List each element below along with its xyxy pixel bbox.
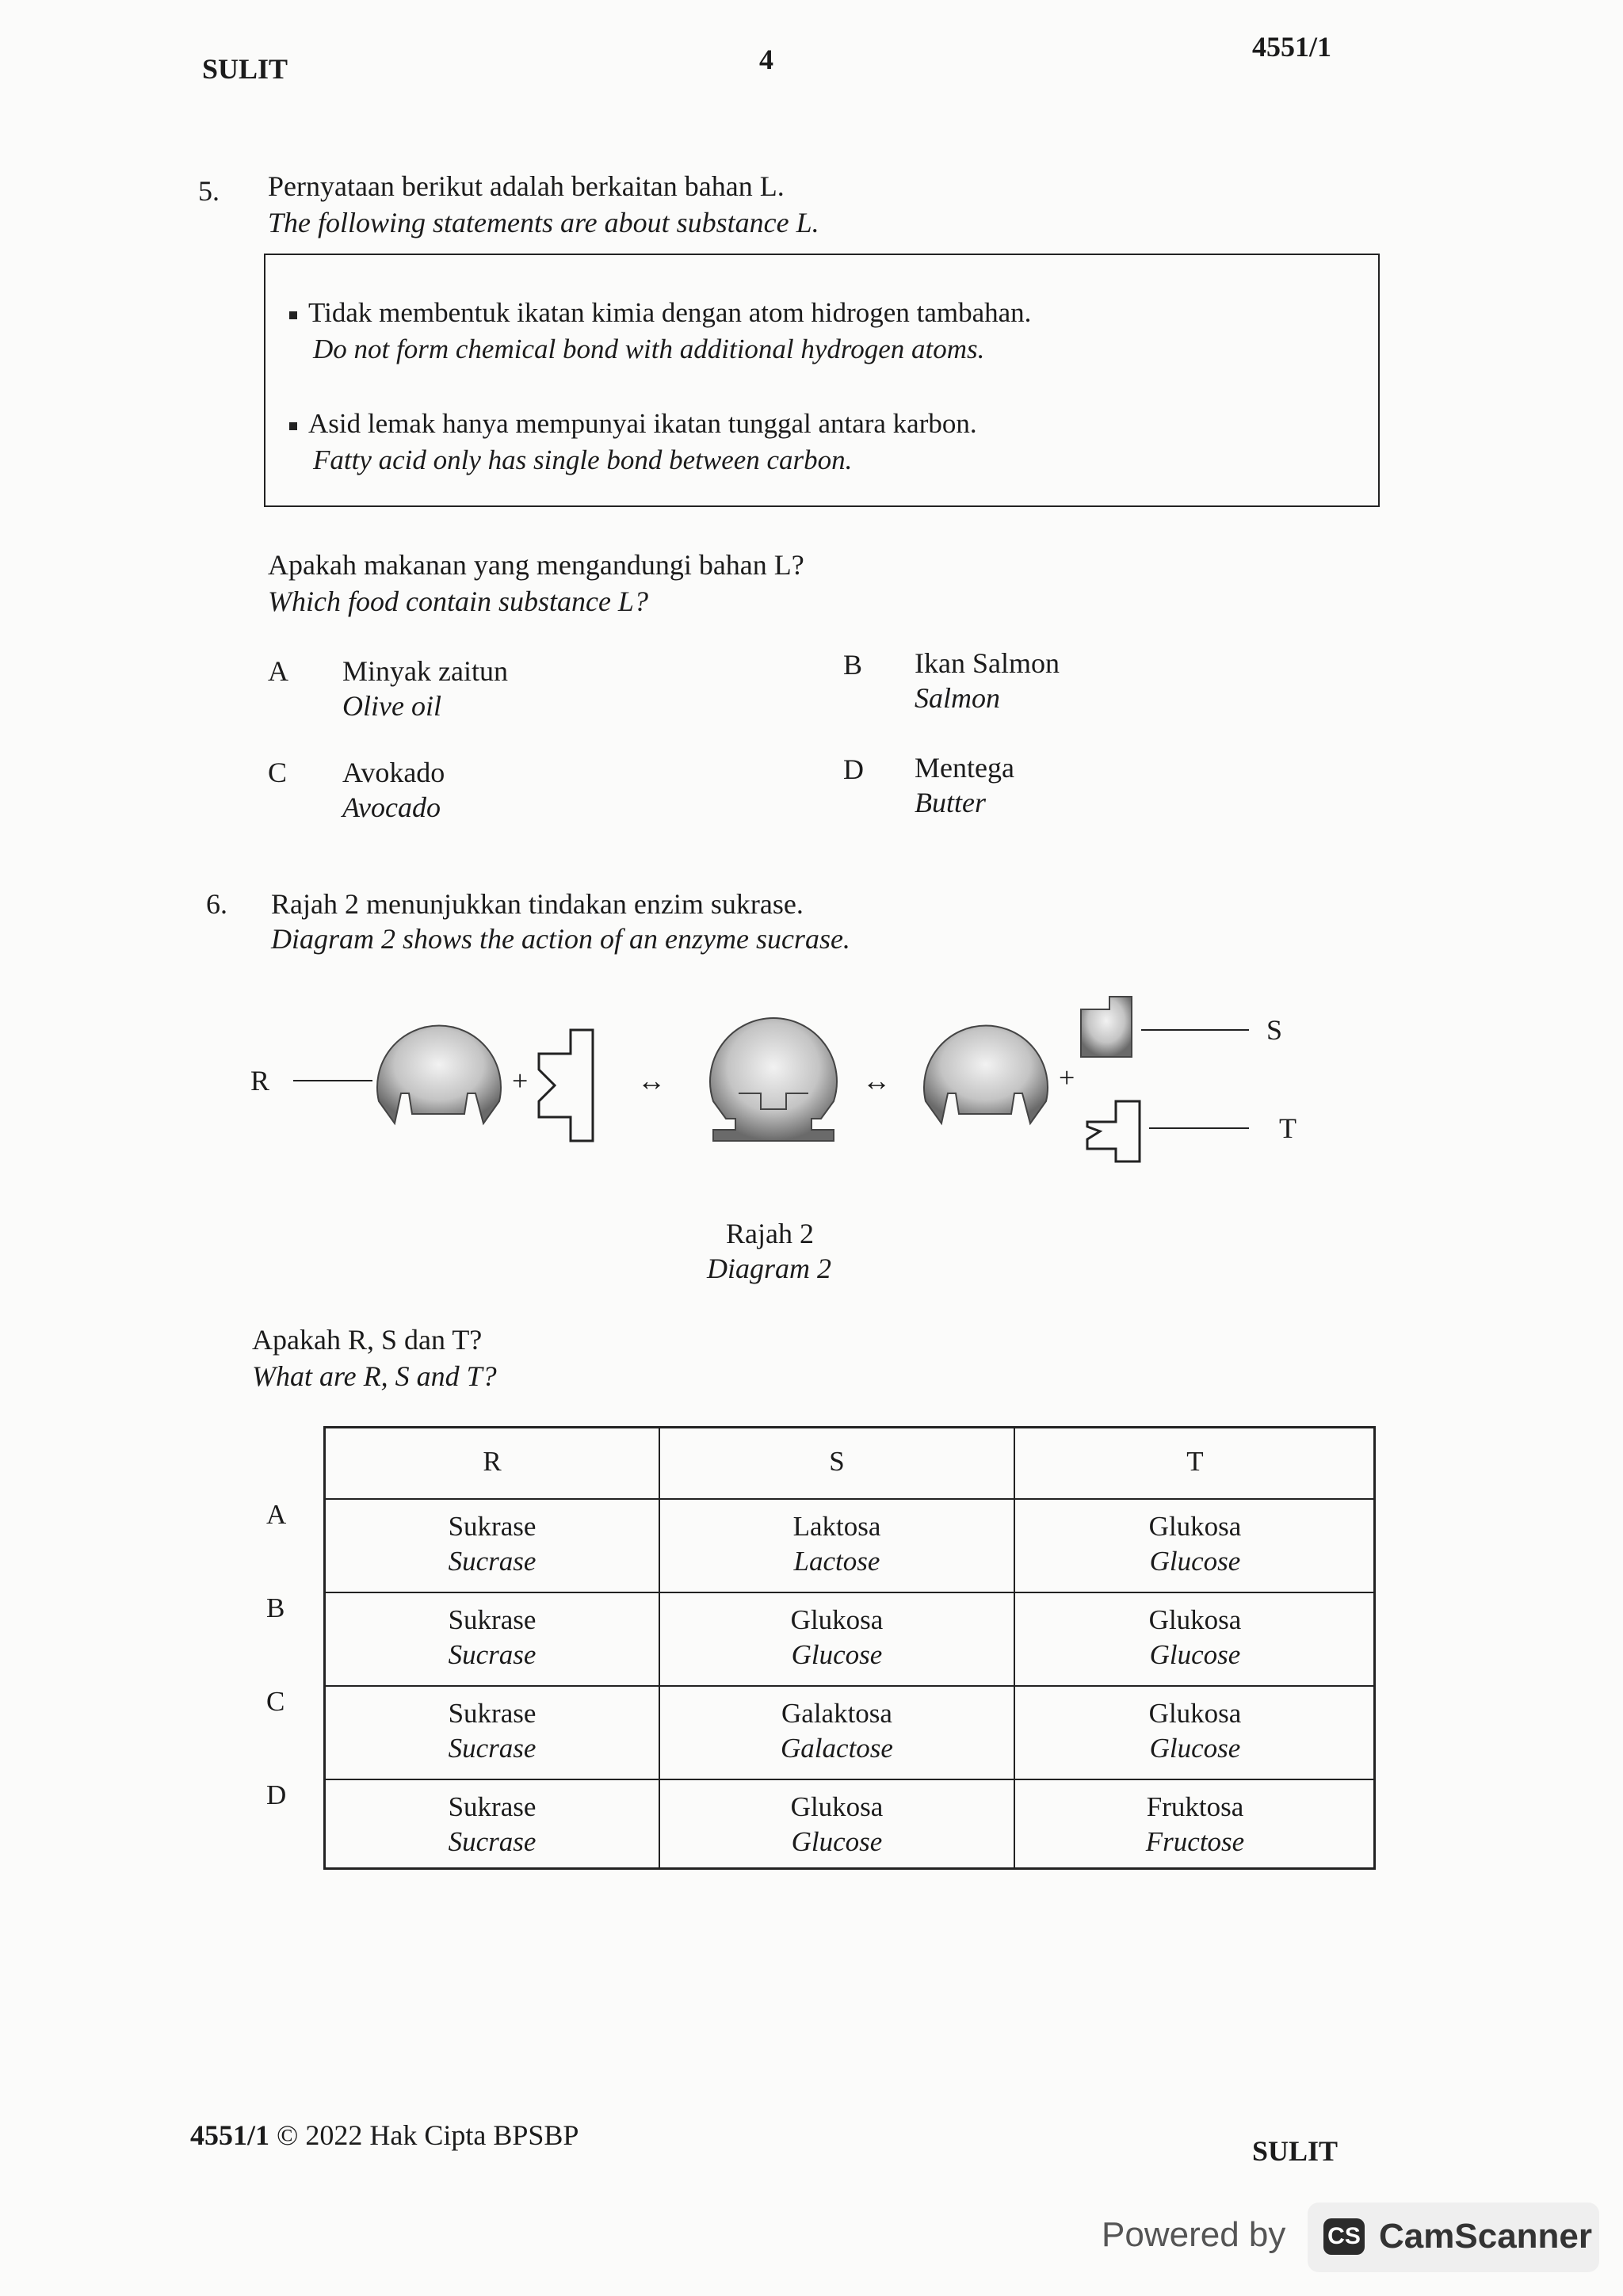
table-row-c — [326, 1685, 1373, 1779]
footer-code: 4551/1 — [190, 2119, 270, 2151]
row-letter-d[interactable]: D — [266, 1779, 287, 1810]
footer-sulit: SULIT — [1252, 2135, 1338, 2167]
paper-code: 4551/1 — [1252, 31, 1332, 63]
q5-intro-en: The following statements are about substance L. — [268, 207, 819, 238]
table-row-b — [326, 1592, 1373, 1685]
footer-copyright-text: © 2022 Hak Cipta BPSBP — [277, 2119, 579, 2151]
option-a-my[interactable]: Minyak zaitun — [342, 655, 508, 687]
header-sulit: SULIT — [202, 53, 288, 85]
q5-question-my: Apakah makanan yang mengandungi bahan L? — [268, 549, 804, 581]
cell-b-r: Sukrase Sucrase — [448, 1604, 537, 1670]
label-r: R — [250, 1065, 270, 1097]
option-d-my[interactable]: Mentega — [915, 752, 1014, 784]
table-row-a — [326, 1498, 1373, 1592]
answer-table — [323, 1426, 1376, 1870]
bullet-icon — [289, 311, 297, 319]
statement-1-my: Tidak membentuk ikatan kimia dengan atom hidrogen tambahan. — [308, 297, 1032, 328]
cell-b-s: Glukosa Glucose — [659, 1593, 1014, 1685]
cell-c-t: Glukosa Glucose — [1014, 1687, 1375, 1779]
header-cell-t: T — [1014, 1428, 1375, 1498]
table-header-row — [326, 1428, 1373, 1498]
option-d-en[interactable]: Butter — [915, 787, 986, 818]
statement-1 — [289, 295, 1031, 331]
enzyme-substrate-complex — [710, 1018, 837, 1141]
page-number: 4 — [759, 44, 773, 75]
option-c-en[interactable]: Avocado — [342, 791, 441, 823]
option-d-letter[interactable]: D — [843, 753, 864, 785]
cell-a-t: Glukosa Glucose — [1014, 1500, 1375, 1592]
diagram-caption-en: Diagram 2 — [707, 1253, 832, 1284]
option-a-letter[interactable]: A — [268, 655, 288, 687]
arrow-1: ↔ — [637, 1065, 666, 1097]
camscanner-name: CamScanner — [1379, 2217, 1593, 2256]
powered-by-text: Powered by — [1102, 2215, 1286, 2254]
row-letter-c[interactable]: C — [266, 1686, 285, 1717]
label-t: T — [1279, 1112, 1296, 1144]
q5-question-en: Which food contain substance L? — [268, 585, 648, 617]
cell-d-r: Sukrase Sucrase — [448, 1791, 537, 1857]
plus-1: + — [512, 1065, 529, 1097]
option-b-letter[interactable]: B — [843, 649, 863, 681]
q6-question-my: Apakah R, S dan T? — [252, 1324, 483, 1356]
option-b-my[interactable]: Ikan Salmon — [915, 647, 1060, 679]
row-letter-b[interactable]: B — [266, 1592, 285, 1623]
option-c-my[interactable]: Avokado — [342, 757, 445, 788]
statement-2-en: Fatty acid only has single bond between carbon. — [313, 444, 853, 475]
cell-d-t: Fruktosa Fructose — [1014, 1780, 1375, 1867]
label-s: S — [1266, 1014, 1283, 1046]
q6-intro-my: Rajah 2 menunjukkan tindakan enzim sukrase. — [271, 888, 804, 920]
header-cell-r: R — [483, 1446, 502, 1477]
footer-copyright — [190, 2119, 579, 2152]
cell-b-t: Glukosa Glucose — [1014, 1593, 1375, 1685]
header-cell-s: S — [659, 1428, 1014, 1498]
plus-2: + — [1059, 1062, 1075, 1093]
statement-1-en: Do not form chemical bond with additional hydrogen atoms. — [313, 334, 985, 364]
product-s — [1081, 997, 1132, 1057]
row-letter-a[interactable]: A — [266, 1499, 287, 1530]
q5-intro-my: Pernyataan berikut adalah berkaitan bahan L. — [268, 170, 785, 202]
cell-a-s: Laktosa Lactose — [659, 1500, 1014, 1592]
q6-intro-en: Diagram 2 shows the action of an enzyme sucrase. — [271, 923, 850, 955]
enzyme-diagram — [238, 982, 1347, 1188]
cell-c-r: Sukrase Sucrase — [448, 1698, 537, 1764]
q6-question-en: What are R, S and T? — [252, 1360, 497, 1392]
cell-d-s: Glukosa Glucose — [659, 1780, 1014, 1867]
statements-box — [264, 254, 1380, 507]
camscanner-logo-icon: CS — [1323, 2218, 1365, 2255]
option-c-letter[interactable]: C — [268, 757, 288, 788]
product-t — [1087, 1101, 1140, 1161]
substrate-sucrose — [539, 1030, 593, 1141]
option-a-en[interactable]: Olive oil — [342, 690, 441, 722]
enzyme-sucrase-2 — [924, 1025, 1048, 1123]
arrow-2: ↔ — [862, 1065, 891, 1097]
cell-c-s: Galaktosa Galactose — [659, 1687, 1014, 1779]
q6-number: 6. — [206, 888, 227, 920]
cell-a-r: Sukrase Sucrase — [448, 1511, 537, 1577]
enzyme-sucrase-1 — [377, 1025, 501, 1123]
diagram-caption-my: Rajah 2 — [726, 1218, 814, 1249]
table-row-d — [326, 1779, 1373, 1867]
q5-number: 5. — [198, 175, 220, 207]
bullet-icon — [289, 422, 297, 430]
option-b-en[interactable]: Salmon — [915, 682, 1000, 714]
statement-2 — [289, 406, 977, 442]
camscanner-badge[interactable] — [1308, 2203, 1599, 2272]
statement-2-my: Asid lemak hanya mempunyai ikatan tunggal antara karbon. — [308, 408, 977, 439]
